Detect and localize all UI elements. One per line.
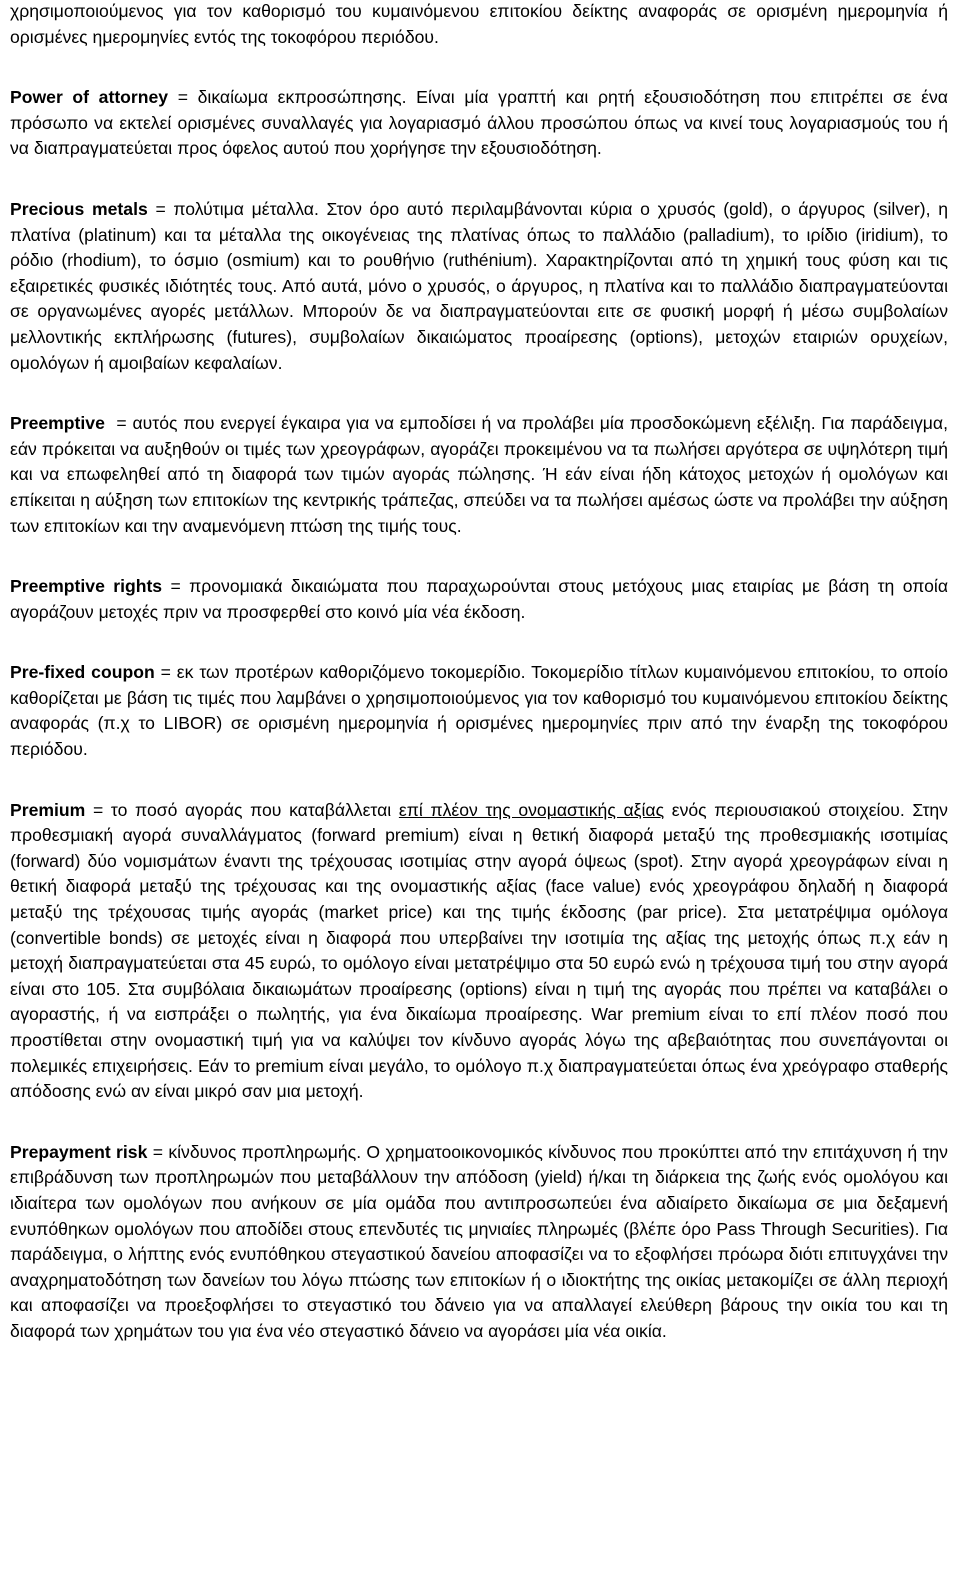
term-separator: = — [162, 576, 190, 597]
glossary-entry-power-of-attorney — [10, 85, 948, 162]
term-separator: = — [147, 198, 174, 219]
term-separator: = — [154, 662, 177, 683]
term-separator: = — [85, 799, 111, 820]
term-definition: το ποσό αγοράς που καταβάλλεται — [110, 799, 399, 820]
glossary-entry-premium — [10, 798, 948, 1105]
glossary-entry-preemptive-rights — [10, 574, 948, 625]
glossary-entry-continuation — [10, 0, 948, 50]
term-definition: κίνδυνος προπληρωμής. Ο χρηματοοικονομικός κίνδυνος που προκύπτει από την επιτάχυνση ή την επιβράδυνση των προπληρωμών που μεταβάλλουν την απόδοση (yield) ή/και τη διάρκεια της ζωής ενός ομολόγου και ιδιαίτερα των ομολόγων που ανήκουν σε μία ομάδα που αντιπροσωπεύει ένα αδιαίρετο δικαίωμα σε μια δεξαμενή ενυπόθηκων ομολόγων που αποδίδει στους επενδυτές τις μηνιαίες πληρωμές (βλέπε όρο Pass Through Securities). Για παράδειγμα, ο λήπτης ενός ενυπόθηκου στεγαστικού δανείου αποφασίζει να το εξοφλήσει πρόωρα διότι επιτυγχάνει την αναχρηματοδότηση των δανείων του λόγω πτώσης των επιτοκίων ή ο ιδιοκτήτης της οικίας μετακομίζει σε άλλη περιοχή και αποφασίζει να προεξοφλήσει το στεγαστικό του δάνειο για να απαλλαγεί ελεύθερη βάρους την οικία του και τη διαφορά των χρημάτων του για ένα νέο στεγαστικό δάνειο να αγοράσει μία νέα οικία. — [10, 1141, 948, 1341]
glossary-term: Power of attorney — [10, 87, 169, 108]
glossary-entry-prepayment-risk — [10, 1140, 948, 1345]
glossary-entry-precious-metals — [10, 197, 948, 376]
term-definition: δικαίωμα εκπροσώπησης. Είναι μία γραπτή και ρητή εξουσιοδότηση που επιτρέπει σε ένα πρόσωπο να εκτελεί ορισμένες συναλλαγές για λογαριασμό άλλου προσώπου όπως να κινεί τους λογαριασμούς του ή να διαπραγματεύεται προς όφελος αυτού που χορήγησε την εξουσιοδότηση. — [10, 87, 948, 159]
term-definition: εκ των προτέρων καθοριζόμενο τοκομερίδιο. Τοκομερίδιο τίτλων κυμαινόμενου επιτοκίου, το οποίο καθορίζεται με βάση τις τιμές που λαμβάνει ο χρησιμοποιούμενος για τον καθορισμό του κυμαινόμενου επιτοκίου δείκτης αναφοράς (π.χ το LIBOR) σε ορισμένη ημερομηνία ή ορισμένες ημερομηνίες πριν από την έναρξη της τοκοφόρου περιόδου. — [10, 662, 949, 760]
term-separator: = — [147, 1141, 169, 1162]
glossary-term: Pre-fixed coupon — [10, 662, 155, 683]
glossary-term: Precious metals — [10, 198, 148, 219]
term-definition-continued: ενός περιουσιακού στοιχείου. Στην προθεσμιακή αγορά συναλλάγματος (forward premium) είναι η θετική διαφορά μεταξύ της προθεσμιακής ισοτιμίας (forward) δύο νομισμάτων έναντι της τρέχουσας ισοτιμίας στην αγορά όψεως (spot). Στην αγορά χρεογράφων είναι η θετική διαφορά μεταξύ της τρέχουσας και της ονομαστικής αξίας (face value) ενός χρεογράφου δηλαδή η διαφορά μεταξύ της τρέχουσας τιμής αγοράς (market price) και της τιμής έκδοσης (par price). Στα μετατρέψιμα ομόλογα (convertible bonds) σε μετοχές είναι η διαφορά που υπερβαίνει την ισοτιμία της αξίας της μετοχής όπως π.χ εάν η μετοχή διαπραγματεύεται στα 45 ευρώ, το ομόλογο είναι μετατρέψιμο στα 50 ευρώ ενώ η τρέχουσα τιμή του στην αγορά είναι στο 105. Στα συμβόλαια δικαιωμάτων προαίρεσης (options) είναι η τιμή της αγοράς που πρέπει να καταβάλει ο αγοραστής, ή να εισπράξει ο πωλητής, για ένα δικαίωμα προαίρεσης. War premium είναι το επί πλέον ποσό που προστίθεται στην ονομαστική τιμή για να καλύψει τον κίνδυνο αγοράς λόγω της αβεβαιότητας που συνεπάγονται οι πολεμικές επιχειρήσεις. Εάν το premium είναι μεγάλο, το ομόλογο π.χ διαπραγματεύεται όπως ένα χρεόγραφο σταθερής απόδοσης ενώ αν είναι μικρό σαν μια μετοχή. — [10, 799, 948, 1102]
term-separator: = — [104, 413, 133, 434]
term-definition: προνομιακά δικαιώματα που παραχωρούνται στους μετόχους μιας εταιρίας με βάση τη οποία αγοράζουν μετοχές πριν να προσφερθεί στο κοινό μία νέα έκδοση. — [10, 576, 948, 622]
glossary-term: Prepayment risk — [10, 1141, 148, 1162]
term-definition: πολύτιμα μέταλλα. Στον όρο αυτό περιλαμβάνονται κύρια ο χρυσός (gold), ο άργυρος (silver), η πλατίνα (platinum) και τα μέταλλα της οικογένειας της πλατίνας όπως το παλλάδιο (palladium), το ιρίδιο (iridium), το ρόδιο (rhodium), το όσμιο (osmium) και το ρουθήνιο (ruthénium). Χαρακτηρίζονται από τη χημική τους φύση και τις εξαιρετικές φυσικές ιδιότητές τους. Από αυτά, μόνο ο χρυσός, ο άργυρος, η πλατίνα και το παλλάδιο διαπραγματεύονται σε οργανωμένες αγορές μετάλλων. Μπορούν δε να διαπραγματεύονται ειτε σε φυσική μορφή ή μέσω συμβολαίων μελλοντικής εκπλήρωσης (futures), συμβολαίων δικαιώματος προαίρεσης (options), μετοχών εταιριών ορυχείων, ομολόγων ή αμοιβαίων κεφαλαίων. — [10, 198, 948, 373]
underlined-phrase: επί πλέον της ονομαστικής αξίας — [398, 799, 665, 820]
glossary-term: Preemptive rights — [10, 576, 163, 597]
glossary-entry-preemptive — [10, 411, 948, 539]
term-definition: αυτός που ενεργεί έγκαιρα για να εμποδίσει ή να προλάβει μία προσδοκώμενη εξέλιξη. Για παράδειγμα, εάν πρόκειται να αυξηθούν οι τιμές των χρεογράφων, αγοράζει προκειμένου να τα πωλήσει αργότερα σε υψηλότερη τιμή και να επωφεληθεί από τη διαφορά των τιμών αγοράς πώλησης. Ή εάν είναι ήδη κάτοχος μετοχών ή ομολόγων και επίκειται η αύξηση των επιτοκίων της κεντρικής τράπεζας, σπεύδει να τα πωλήσει αμέσως ώστε να προλάβει την αύξηση των επιτοκίων και την αναμενόμενη πτώση της τιμής τους. — [10, 413, 948, 536]
glossary-term: Premium — [10, 799, 86, 820]
term-definition: χρησιμοποιούμενος για τον καθορισμό του κυμαινόμενου επιτοκίου δείκτης αναφοράς σε ορισμένη ημερομηνία ή ορισμένες ημερομηνίες εντός της τοκοφόρου περιόδου. — [10, 1, 948, 47]
glossary-term: Preemptive — [10, 413, 105, 434]
term-separator: = — [168, 87, 198, 108]
glossary-entry-pre-fixed-coupon — [10, 660, 948, 762]
